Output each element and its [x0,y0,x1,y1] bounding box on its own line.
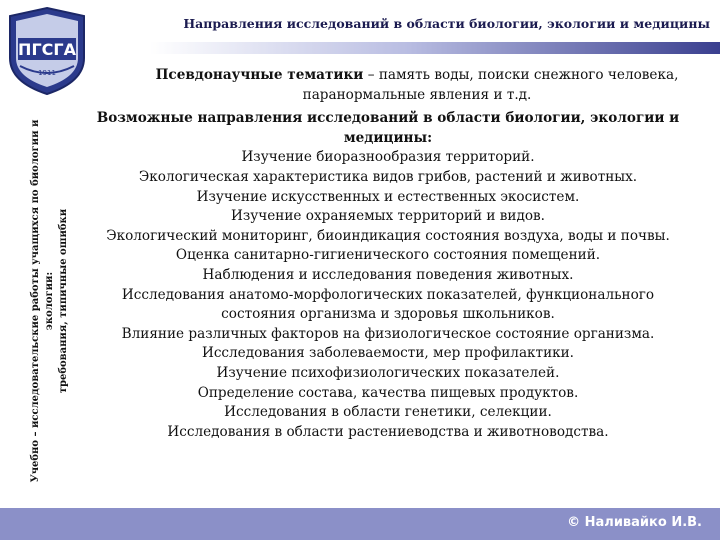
footer-bar [0,508,720,540]
shield-logo-icon [6,6,88,96]
list-item: Экологическая характеристика видов грибов, растений и животных. [138,168,638,185]
list-item: Определение состава, качества пищевых продуктов. [197,384,579,401]
intro-rest: – память воды, поиски снежного человека, паранормальные явления и т.д. [302,67,679,103]
list-item: Изучение биоразнообразия территорий. [241,149,535,166]
list-item: Исследования в области генетики, селекции. [224,404,552,421]
section-title: Возможные направления исследований в области биологии, экологии и медицины: [96,110,680,146]
list-item: Исследования анатомо-морфологических показателей, функционального состояния организма и здоровья школьников. [121,286,655,323]
side-caption [29,101,71,501]
footer-copyright: © Наливайко И.В. [567,515,702,530]
university-logo [6,6,88,96]
list-item: Изучение психофизиологических показателей. [216,364,560,381]
list-item: Оценка санитарно-гигиенического состояния помещений. [175,247,601,264]
side-caption-line2: требования, типичные ошибки [58,208,69,394]
list-item: Экологический мониторинг, биоиндикация состояния воздуха, воды и почвы. [106,227,670,244]
header-gradient-bar [150,42,720,54]
list-item: Влияние различных факторов на физиологическое состояние организма. [121,325,655,342]
logo-year: 1911 [38,69,56,77]
list-item: Наблюдения и исследования поведения животных. [202,266,574,283]
intro-paragraph [88,66,688,105]
list-item: Изучение охраняемых территорий и видов. [230,208,545,225]
list-item: Изучение искусственных и естественных экосистем. [196,188,580,205]
intro-bold: Псевдонаучные тематики [155,67,364,83]
page-title: Направления исследований в области биологии, экологии и медицины [183,16,710,31]
list-item: Исследования в области растениеводства и животноводства. [167,423,609,440]
list-item: Исследования заболеваемости, мер профилактики. [201,345,575,362]
main-content [88,66,688,442]
side-caption-line1: Учебно – исследовательские работы учащихся по биологии и экологии: [30,119,55,483]
logo-text: ПГСГА [18,40,76,59]
